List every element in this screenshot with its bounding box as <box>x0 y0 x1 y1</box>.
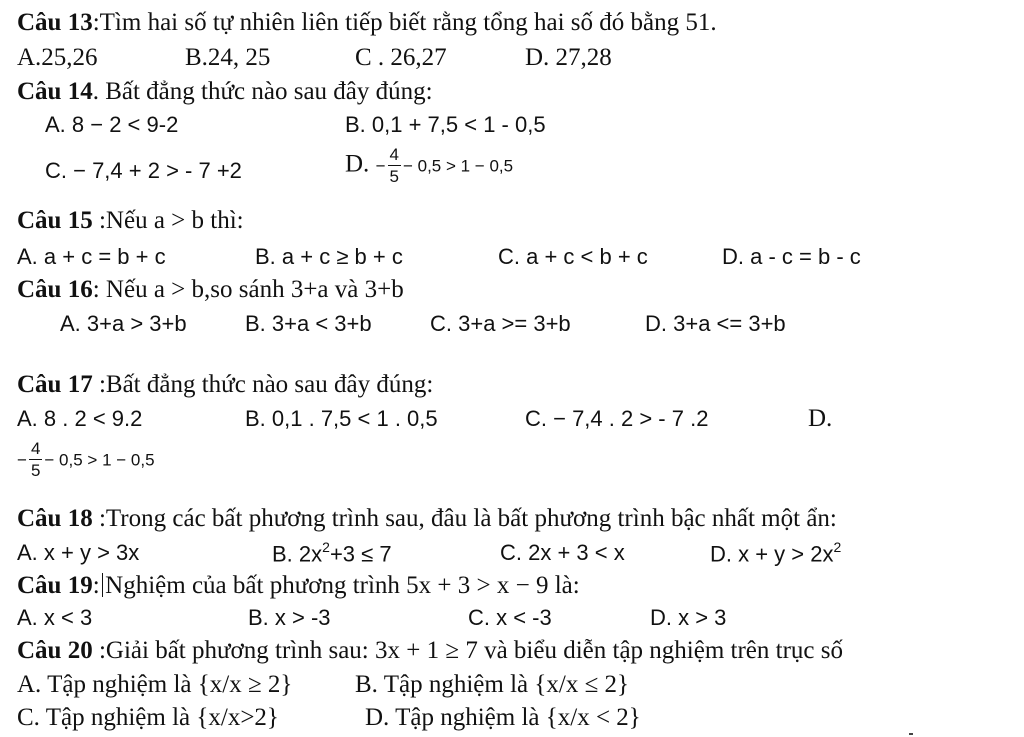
q20-option-a[interactable]: A. Tập nghiệm là {x/x ≥ 2} <box>17 671 293 698</box>
q16-question <box>17 277 404 302</box>
q19-option-a[interactable]: A. x < 3 <box>17 605 93 630</box>
q14-option-a[interactable]: A. 8 − 2 < 9-2 <box>45 112 179 137</box>
q13-option-c[interactable]: C . 26,27 <box>355 44 447 71</box>
q19-option-b[interactable]: B. x > -3 <box>248 605 331 630</box>
q17-option-d[interactable]: D. <box>808 405 833 432</box>
q15-option-c[interactable]: C. a + c < b + c <box>498 244 648 269</box>
q15-option-a[interactable]: A. a + c = b + c <box>17 244 166 269</box>
q20-title: Câu 20 <box>17 637 93 664</box>
q18-option-d[interactable]: D. $x + y > 2x^2$ <box>710 539 842 567</box>
q17-fraction: $\frac{4}{5}$ <box>30 439 41 480</box>
q13-text: :Tìm hai số tự nhiên liên tiếp biết rằng tổng hai số đó bằng 51. <box>92 9 717 36</box>
q18-text: :Trong các bất phương trình sau, đâu là bất phương trình bậc nhất một ẩn: <box>92 505 837 532</box>
q19-option-d[interactable]: D. x > 3 <box>650 605 727 630</box>
q16-text: : Nếu a > b,so sánh 3+a và 3+b <box>92 276 404 303</box>
q14-title: Câu 14 <box>17 78 93 105</box>
q19-question: Câu 19: Nghiệm của bất phương trình 5x + 3 > x − 9 là: <box>17 572 580 599</box>
q17-title: Câu 17 <box>17 371 93 398</box>
q19-title: Câu 19 <box>17 572 93 599</box>
q17-option-d-expression: − $\frac{4}{5}$ − 0,5 > 1 − 0,5 <box>17 439 155 480</box>
q19-option-c[interactable]: C. x < -3 <box>468 605 552 630</box>
q16-option-c[interactable]: C. 3+a >= 3+b <box>430 311 571 336</box>
q20-option-c[interactable]: C. Tập nghiệm là {x/x>2} <box>17 704 279 731</box>
q13-title: Câu 13 <box>17 9 93 36</box>
q13-question <box>17 10 717 35</box>
q16-title: Câu 16 <box>17 276 93 303</box>
q13-option-d[interactable]: D. 27,28 <box>525 44 612 71</box>
q14-option-d[interactable]: D. − $\frac{4}{5}$ − 0,5 > 1 − 0,5 <box>345 145 514 186</box>
q16-option-a[interactable]: A. 3+a > 3+b <box>60 311 187 336</box>
q18-option-c[interactable]: C. 2x + 3 < x <box>500 540 625 565</box>
q17-question <box>17 372 433 397</box>
q15-question <box>17 208 244 233</box>
q15-option-b[interactable]: B. a + c ≥ b + c <box>255 244 403 269</box>
q17-option-c[interactable]: C. − 7,4 . 2 > - 7 .2 <box>525 406 709 431</box>
q20-option-b[interactable]: B. Tập nghiệm là {x/x ≤ 2} <box>355 671 630 698</box>
q18-question <box>17 506 837 531</box>
q14-option-c[interactable]: C. − 7,4 + 2 > - 7 +2 <box>45 158 242 183</box>
q17-option-a[interactable]: A. 8 . 2 < 9.2 <box>17 406 143 431</box>
q20-question <box>17 638 843 663</box>
stray-mark <box>909 733 913 735</box>
q14-option-b[interactable]: B. 0,1 + 7,5 < 1 - 0,5 <box>345 112 546 137</box>
q19-text: Nghiệm của bất phương trình 5x + 3 > x − 9 là: <box>105 572 580 599</box>
q13-option-a[interactable]: A.25,26 <box>17 44 98 71</box>
q20-text: :Giải bất phương trình sau: 3x + 1 ≥ 7 và biểu diễn tập nghiệm trên trục số <box>92 637 843 664</box>
q15-text: :Nếu a > b thì: <box>92 207 244 234</box>
q15-option-d[interactable]: D. a - c = b - c <box>722 244 861 269</box>
q14-question <box>17 79 433 104</box>
q18-title: Câu 18 <box>17 505 93 532</box>
q13-option-b[interactable]: B.24, 25 <box>185 44 271 71</box>
q18-option-b[interactable]: B. $2x^2+3 \le 7$ <box>272 539 392 567</box>
q14-text: . Bất đẳng thức nào sau đây đúng: <box>92 78 433 105</box>
q18-option-a[interactable]: A. x + y > 3x <box>17 540 140 565</box>
q16-option-d[interactable]: D. 3+a <= 3+b <box>645 311 786 336</box>
q16-option-b[interactable]: B. 3+a < 3+b <box>245 311 372 336</box>
q20-option-d[interactable]: D. Tập nghiệm là {x/x < 2} <box>365 704 641 731</box>
q17-text: :Bất đẳng thức nào sau đây đúng: <box>92 371 434 398</box>
q17-option-b[interactable]: B. 0,1 . 7,5 < 1 . 0,5 <box>245 406 438 431</box>
q14-fraction: $\frac{4}{5}$ <box>389 145 399 186</box>
q15-title: Câu 15 <box>17 207 93 234</box>
text-cursor <box>102 573 104 597</box>
